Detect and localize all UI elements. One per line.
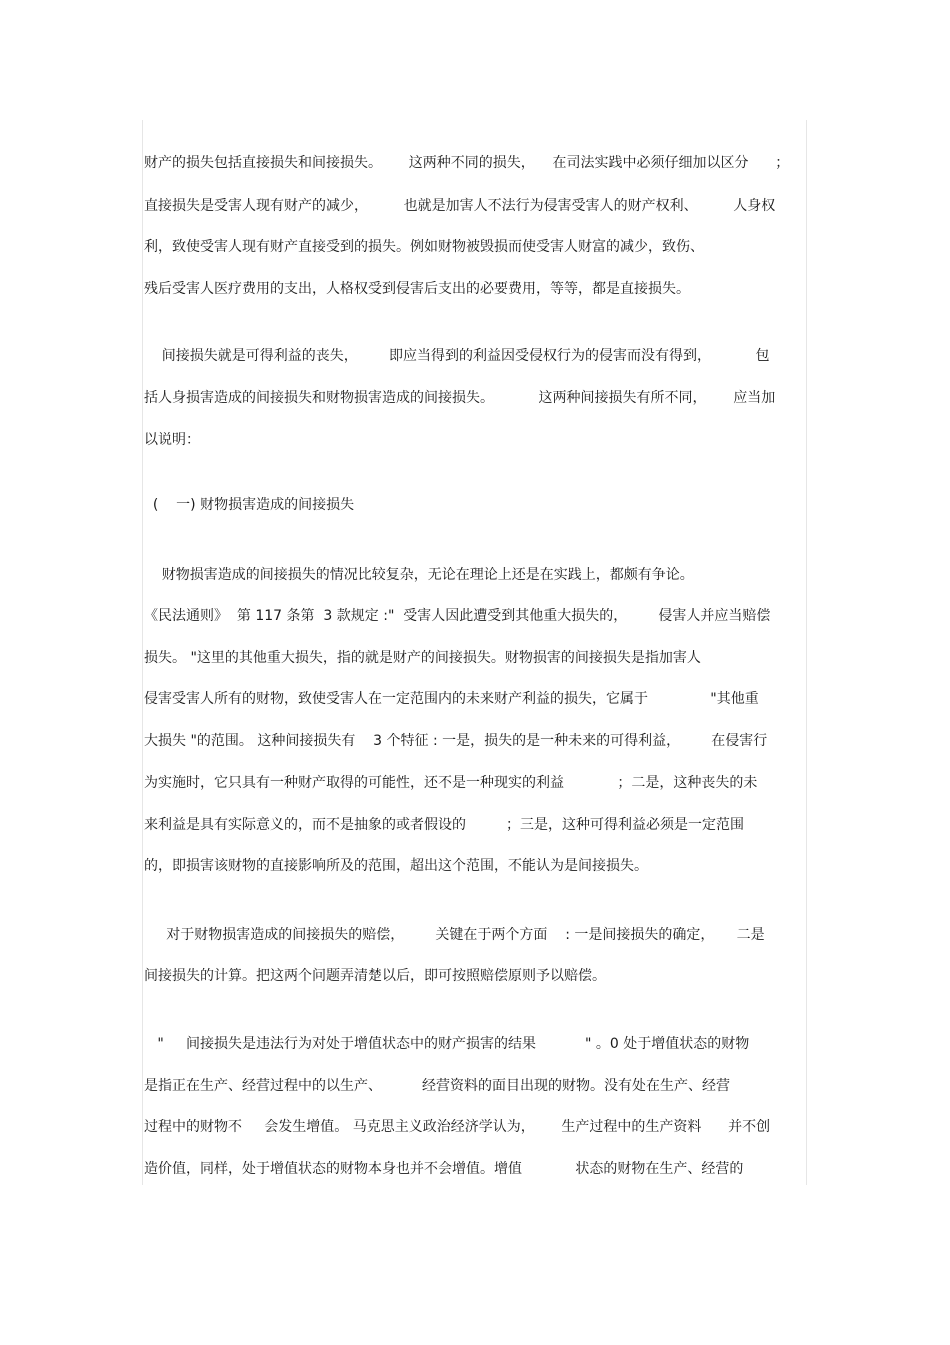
text-line: 过程中的财物不 会发生增值。 马克思主义政治经济学认为， 生产过程中的生产资料 并不创 <box>144 1119 771 1135</box>
text-line: 对于财物损害造成的间接损失的赔偿， 关键在于两个方面 : 一是间接损失的确定， 二是 <box>144 927 765 943</box>
text-line: 《民法通则》 第 117 条第 3 款规定 :" 受害人因此遭受到其他重大损失的， 侵害人并应当赔偿 <box>144 608 771 624</box>
page-right-border <box>806 120 807 1185</box>
text-line: 来利益是具有实际意义的，而不是抽象的或者假设的 ；三是，这种可得利益必须是一定范围 <box>144 817 745 833</box>
text-line: 大损失 "的范围。 这种间接损失有 3 个特征 : 一是，损失的是一种未来的可得利益， 在侵害行 <box>144 733 768 749</box>
text-line: 造价值，同样，处于增值状态的财物本身也并不会增值。增值 状态的财物在生产、经营的 <box>144 1161 744 1177</box>
text-line: 侵害受害人所有的财物，致使受害人在一定范围内的未来财产利益的损失，它属于 "其他重 <box>144 691 759 707</box>
text-line: 财物损害造成的间接损失的情况比较复杂，无论在理论上还是在实践上，都颇有争论。 <box>144 567 694 583</box>
text-line: 利，致使受害人现有财产直接受到的损失。例如财物被毁损而使受害人财富的减少，致伤、 <box>144 239 704 255</box>
text-line: 为实施时，它只具有一种财产取得的可能性，还不是一种现实的利益 ；二是，这种丧失的未 <box>144 775 758 791</box>
text-line: 直接损失是受害人现有财产的减少， 也就是加害人不法行为侵害受害人的财产权利、 人身权 <box>144 198 776 214</box>
section-heading: ( 一) 财物损害造成的间接损失 <box>144 497 355 513</box>
text-line: 财产的损失包括直接损失和间接损失。 这两种不同的损失， 在司法实践中必须仔细加以区分 ； <box>144 155 790 171</box>
text-line: 间接损失就是可得利益的丧失， 即应当得到的利益因受侵权行为的侵害而没有得到， 包 <box>144 348 770 364</box>
page-left-border <box>142 120 143 1185</box>
text-line: 以说明： <box>144 432 200 448</box>
text-line: " 间接损失是违法行为对处于增值状态中的财产损害的结果 " 。0 处于增值状态的财物 <box>144 1036 750 1052</box>
text-line: 括人身损害造成的间接损失和财物损害造成的间接损失。 这两种间接损失有所不同， 应当加 <box>144 390 776 406</box>
text-line: 是指正在生产、经营过程中的以生产、 经营资料的面目出现的财物。没有处在生产、经营 <box>144 1078 731 1094</box>
text-line: 损失。 "这里的其他重大损失，指的就是财产的间接损失。财物损害的间接损失是指加害人 <box>144 650 701 666</box>
text-line: 的，即损害该财物的直接影响所及的范围，超出这个范围，不能认为是间接损失。 <box>144 858 648 874</box>
text-line: 间接损失的计算。把这两个问题弄清楚以后，即可按照赔偿原则予以赔偿。 <box>144 968 606 984</box>
text-line: 残后受害人医疗费用的支出，人格权受到侵害后支出的必要费用，等等，都是直接损失。 <box>144 281 690 297</box>
